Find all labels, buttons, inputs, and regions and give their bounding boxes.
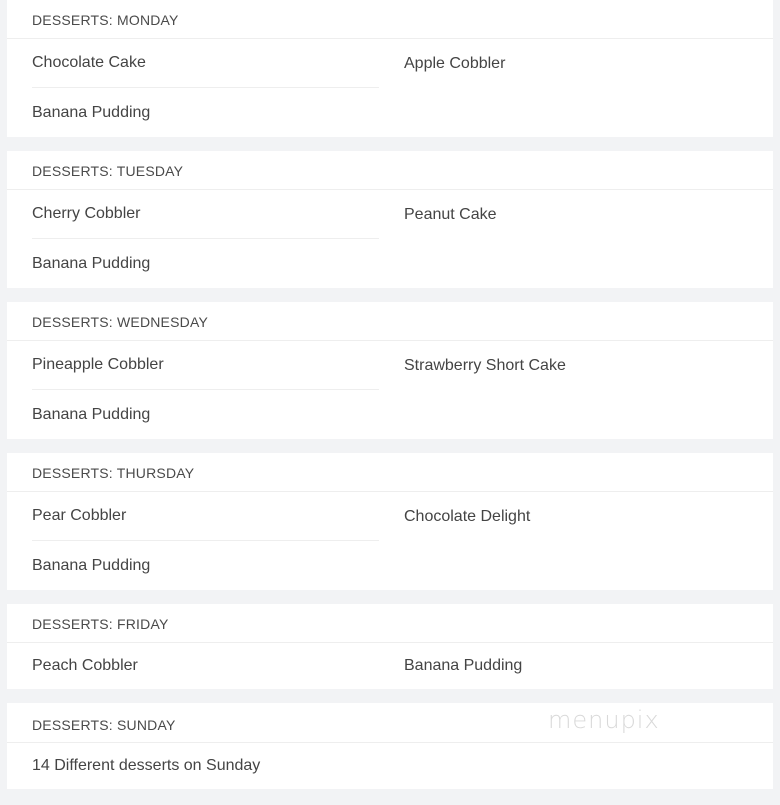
section-title: DESSERTS: TUESDAY: [7, 151, 773, 190]
menu-items: [7, 743, 773, 789]
section-title: DESSERTS: SUNDAY: [7, 703, 773, 743]
menu-item: Strawberry Short Cake: [404, 356, 566, 374]
menu-items: [7, 341, 773, 439]
menu-item: Banana Pudding: [32, 254, 151, 272]
menu-item: Cherry Cobbler: [32, 190, 379, 239]
section-monday: [7, 0, 773, 137]
menu-item: Banana Pudding: [32, 103, 151, 121]
menu-items: [7, 39, 773, 137]
menu-item: Peach Cobbler: [32, 657, 138, 674]
menu-item: Chocolate Delight: [404, 507, 531, 525]
menu-item: Pineapple Cobbler: [32, 341, 379, 390]
menu-item: Apple Cobbler: [404, 54, 506, 72]
menu-item: Peanut Cake: [404, 205, 497, 223]
menu-item: Banana Pudding: [404, 657, 523, 674]
menu-items: [7, 492, 773, 590]
menu-item: Banana Pudding: [32, 556, 151, 574]
section-title: DESSERTS: THURSDAY: [7, 453, 773, 492]
section-thursday: [7, 453, 773, 590]
section-title: DESSERTS: WEDNESDAY: [7, 302, 773, 341]
menu-item: Banana Pudding: [32, 405, 151, 423]
section-tuesday: [7, 151, 773, 288]
menu-items: [7, 643, 773, 689]
section-title: DESSERTS: FRIDAY: [7, 604, 773, 643]
watermark-logo: menupix: [548, 706, 660, 734]
menu-item: 14 Different desserts on Sunday: [32, 757, 261, 774]
section-title: DESSERTS: MONDAY: [7, 0, 773, 39]
menu-item: Pear Cobbler: [32, 492, 379, 541]
menu-items: [7, 190, 773, 288]
section-wednesday: [7, 302, 773, 439]
section-friday: [7, 604, 773, 689]
menu-item: Chocolate Cake: [32, 39, 379, 88]
